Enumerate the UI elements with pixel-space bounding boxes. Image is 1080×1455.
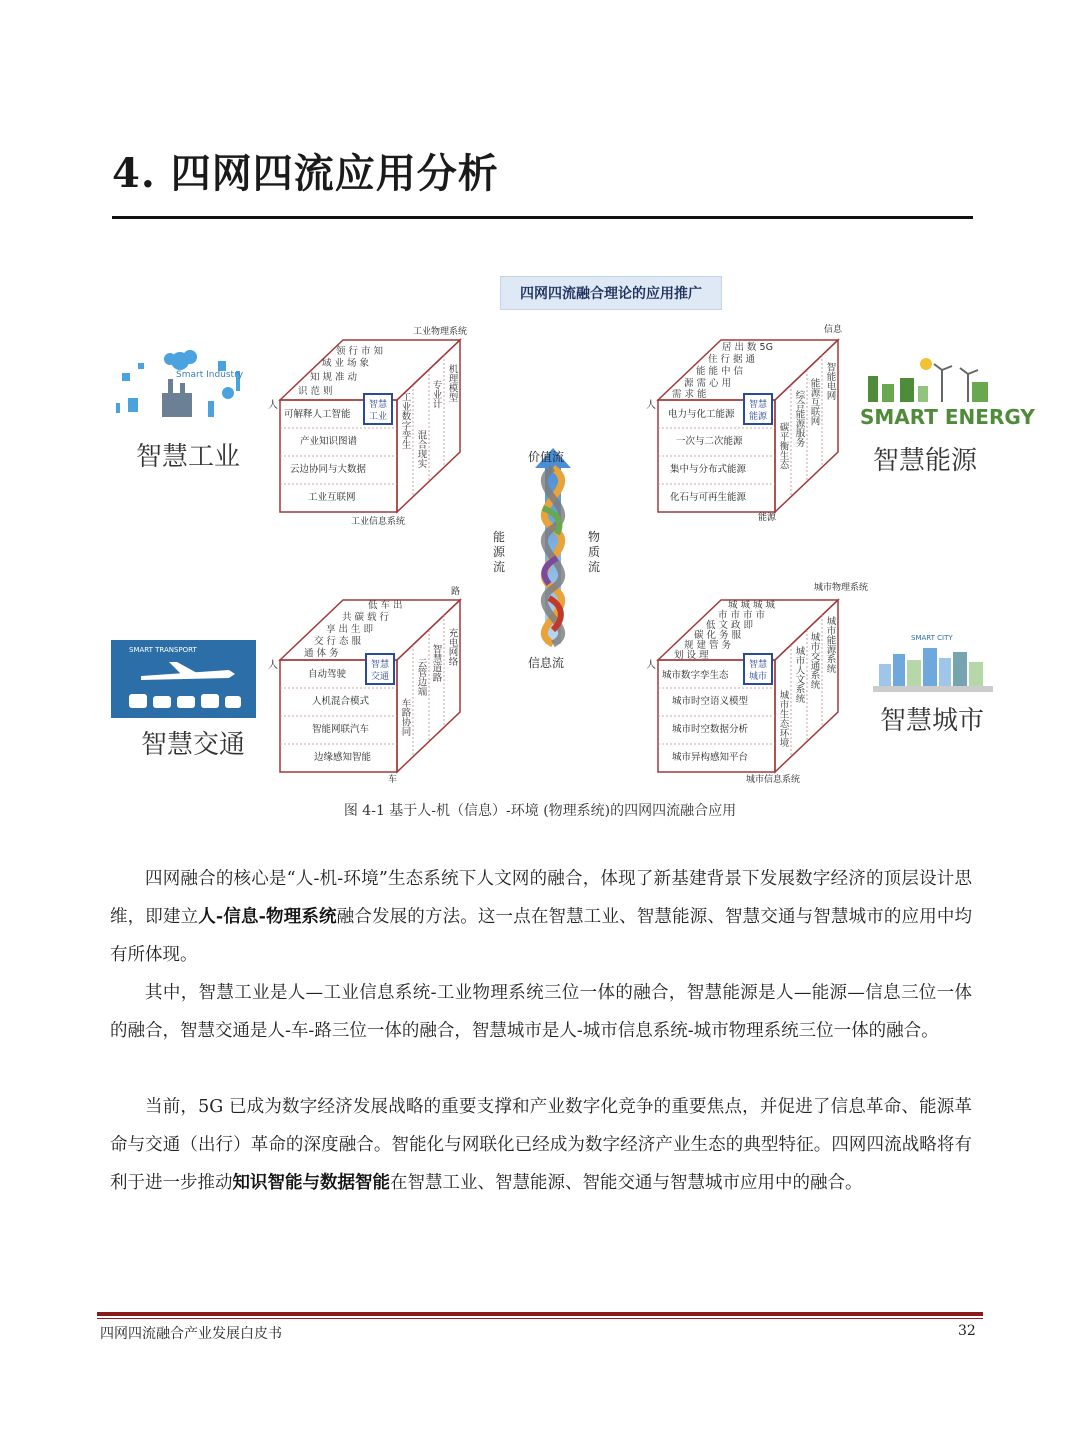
svg-text:需 求 能: 需 求 能 xyxy=(672,389,707,400)
svg-text:领 行 市 知: 领 行 市 知 xyxy=(336,346,384,357)
footer-doc-title: 四网四流融合产业发展白皮书 xyxy=(100,1326,282,1342)
svg-text:人: 人 xyxy=(268,400,278,411)
svg-text:集中与分布式能源: 集中与分布式能源 xyxy=(670,464,747,475)
svg-text:城市生态环境: 城市生态环境 xyxy=(777,690,789,747)
svg-text:城市物理系统: 城市物理系统 xyxy=(814,583,869,593)
label-smart-industry: 智慧工业 xyxy=(136,442,241,472)
footer-rule xyxy=(97,1312,983,1316)
svg-text:域 业 场 象: 域 业 场 象 xyxy=(322,358,370,369)
svg-text:源 需 心 用: 源 需 心 用 xyxy=(684,378,732,389)
svg-text:Smart Industry: Smart Industry xyxy=(176,370,244,380)
svg-text:专业计: 专业计 xyxy=(430,380,442,409)
svg-text:工业互联网: 工业互联网 xyxy=(308,492,356,503)
flow-helix xyxy=(513,448,593,648)
label-smart-transport: 智慧交通 xyxy=(141,730,246,760)
flow-energy: 能源流 xyxy=(493,530,506,574)
page-title xyxy=(112,142,499,199)
svg-text:能源: 能源 xyxy=(748,412,768,422)
svg-text:城市能源系统: 城市能源系统 xyxy=(824,616,836,673)
transport-icon xyxy=(111,640,256,718)
svg-text:享 出 生 即: 享 出 生 即 xyxy=(326,624,374,635)
energy-icon xyxy=(860,356,1035,429)
svg-text:工业信息系统: 工业信息系统 xyxy=(351,517,406,527)
svg-text:城市时空数据分析: 城市时空数据分析 xyxy=(672,724,749,735)
cube-smart-city xyxy=(646,580,869,790)
svg-text:智慧: 智慧 xyxy=(748,660,768,670)
industry-icon xyxy=(108,343,248,423)
figure-header: 四网四流融合理论的应用推广 xyxy=(500,276,722,310)
svg-text:低 车 出: 低 车 出 xyxy=(368,600,403,611)
svg-text:SMART CITY: SMART CITY xyxy=(911,634,953,642)
svg-text:碳平衡生态: 碳平衡生态 xyxy=(777,422,789,470)
svg-text:人: 人 xyxy=(646,400,656,411)
flow-info: 信息流 xyxy=(528,656,565,670)
svg-text:机理模型: 机理模型 xyxy=(446,364,458,402)
svg-text:居 出 数 5G: 居 出 数 5G xyxy=(722,342,773,353)
paragraph-3: 当前，5G 已成为数字经济发展战略的重要支撑和产业数字化竞争的重要焦点，并促进了信息革命、能源革命与交通（出行）革命的深度融合。智能化与网联化已经成为数字经济产业生态的典型特征。四网四流战略将有利于进一步推动知识智能与数据智能在智慧工业、智慧能源、智能交通与智慧城市应用中的融合。 xyxy=(110,1097,972,1193)
svg-text:路: 路 xyxy=(451,587,461,597)
svg-text:一次与二次能源: 一次与二次能源 xyxy=(676,436,743,447)
svg-text:人机混合模式: 人机混合模式 xyxy=(312,696,370,707)
svg-text:识 范 则: 识 范 则 xyxy=(298,386,333,397)
svg-text:城市异构感知平台: 城市异构感知平台 xyxy=(672,752,749,763)
svg-text:共 碳 载 行: 共 碳 载 行 xyxy=(342,612,390,623)
svg-text:工业数字孪生: 工业数字孪生 xyxy=(399,392,411,449)
svg-text:能源: 能源 xyxy=(758,513,777,523)
svg-text:智慧道路: 智慧道路 xyxy=(430,644,442,682)
svg-text:低 文 政 即: 低 文 政 即 xyxy=(706,620,754,631)
svg-text:住 行 据 通: 住 行 据 通 xyxy=(708,354,756,365)
cube-smart-industry xyxy=(268,320,488,530)
svg-text:自动驾驶: 自动驾驶 xyxy=(308,669,347,680)
svg-text:云边协同与大数据: 云边协同与大数据 xyxy=(290,464,367,475)
flow-material: 物质流 xyxy=(588,530,601,574)
svg-text:工业物理系统: 工业物理系统 xyxy=(413,327,468,337)
svg-text:规 建 管 务: 规 建 管 务 xyxy=(684,640,732,651)
svg-text:可解释人工智能: 可解释人工智能 xyxy=(284,409,351,420)
footer-rule-thin xyxy=(97,1318,983,1319)
svg-text:SMART ENERGY: SMART ENERGY xyxy=(860,405,1035,429)
svg-text:化石与可再生能源: 化石与可再生能源 xyxy=(670,492,747,503)
svg-text:人: 人 xyxy=(268,660,278,671)
svg-text:交通: 交通 xyxy=(370,672,390,682)
svg-text:智慧: 智慧 xyxy=(370,660,390,670)
svg-text:综合能源服务: 综合能源服务 xyxy=(793,390,805,447)
svg-text:城市数字孪生态: 城市数字孪生态 xyxy=(662,670,729,681)
svg-text:车路协同: 车路协同 xyxy=(399,698,411,736)
svg-text:知 规 准 动: 知 规 准 动 xyxy=(310,372,358,383)
figure-four-nets xyxy=(108,268,1035,788)
svg-text:混合现实: 混合现实 xyxy=(415,430,427,468)
svg-text:市 市 市 市: 市 市 市 市 xyxy=(718,610,766,621)
svg-text:电力与化工能源: 电力与化工能源 xyxy=(668,409,735,420)
svg-text:城市交通系统: 城市交通系统 xyxy=(808,632,820,689)
svg-text:智慧: 智慧 xyxy=(368,400,388,410)
svg-text:智慧: 智慧 xyxy=(748,400,768,410)
svg-text:划 设 理: 划 设 理 xyxy=(674,650,709,661)
svg-text:智能网联汽车: 智能网联汽车 xyxy=(312,724,370,735)
svg-text:边缘感知智能: 边缘感知智能 xyxy=(314,752,372,763)
svg-text:信息: 信息 xyxy=(824,325,843,335)
smart-energy-logo xyxy=(860,356,1035,429)
svg-text:充电网络: 充电网络 xyxy=(446,628,458,666)
svg-text:城市: 城市 xyxy=(748,672,768,682)
svg-text:产业知识图谱: 产业知识图谱 xyxy=(300,436,358,447)
flow-value: 价值流 xyxy=(528,450,565,464)
smart-city-logo xyxy=(873,630,993,698)
figure-caption: 图 4-1 基于人-机（信息）-环境 (物理系统)的四网四流融合应用 xyxy=(343,803,737,819)
label-smart-city: 智慧城市 xyxy=(880,706,985,736)
svg-text:智能电网: 智能电网 xyxy=(824,362,836,400)
svg-text:能 能 中 信: 能 能 中 信 xyxy=(696,366,744,377)
svg-text:城市时空语义模型: 城市时空语义模型 xyxy=(672,696,749,707)
cube-smart-energy xyxy=(646,320,866,530)
label-smart-energy: 智慧能源 xyxy=(873,446,978,476)
smart-transport-logo xyxy=(111,640,256,718)
section-title: 四网四流应用分析 xyxy=(170,150,499,197)
svg-text:SMART TRANSPORT: SMART TRANSPORT xyxy=(129,646,197,654)
page-number: 32 xyxy=(958,1323,976,1339)
cube-smart-transport xyxy=(268,580,488,790)
svg-text:城 城 城 城: 城 城 城 城 xyxy=(728,600,776,611)
svg-text:人: 人 xyxy=(646,660,656,671)
svg-text:工业: 工业 xyxy=(368,412,388,422)
paragraph-1: 四网融合的核心是“人-机-环境”生态系统下人文网的融合，体现了新基建背景下发展数字经济的顶层设计思维，即建立人-信息-物理系统融合发展的方法。这一点在智慧工业、智慧能源、智慧交通与智慧城市的应用中均有所体现。 xyxy=(110,869,973,965)
svg-text:城市信息系统: 城市信息系统 xyxy=(746,775,801,785)
svg-text:城市人文系统: 城市人文系统 xyxy=(793,646,805,703)
svg-text:交 行 态 服: 交 行 态 服 xyxy=(314,636,362,647)
city-icon xyxy=(873,630,993,698)
title-divider xyxy=(112,216,973,219)
svg-text:云管边端: 云管边端 xyxy=(415,658,427,696)
svg-text:碳 化 务 服: 碳 化 务 服 xyxy=(694,630,742,641)
section-number: 4. xyxy=(112,150,156,197)
svg-text:通 体 务: 通 体 务 xyxy=(304,648,339,659)
paragraph-2: 其中，智慧工业是人—工业信息系统-工业物理系统三位一体的融合，智慧能源是人—能源—信息三位一体的融合，智慧交通是人-车-路三位一体的融合，智慧城市是人-城市信息系统-城市物理系统三位一体的融合。 xyxy=(110,983,972,1041)
smart-industry-logo xyxy=(108,343,248,423)
svg-text:能源互联网: 能源互联网 xyxy=(808,378,820,426)
svg-text:车: 车 xyxy=(388,775,398,785)
